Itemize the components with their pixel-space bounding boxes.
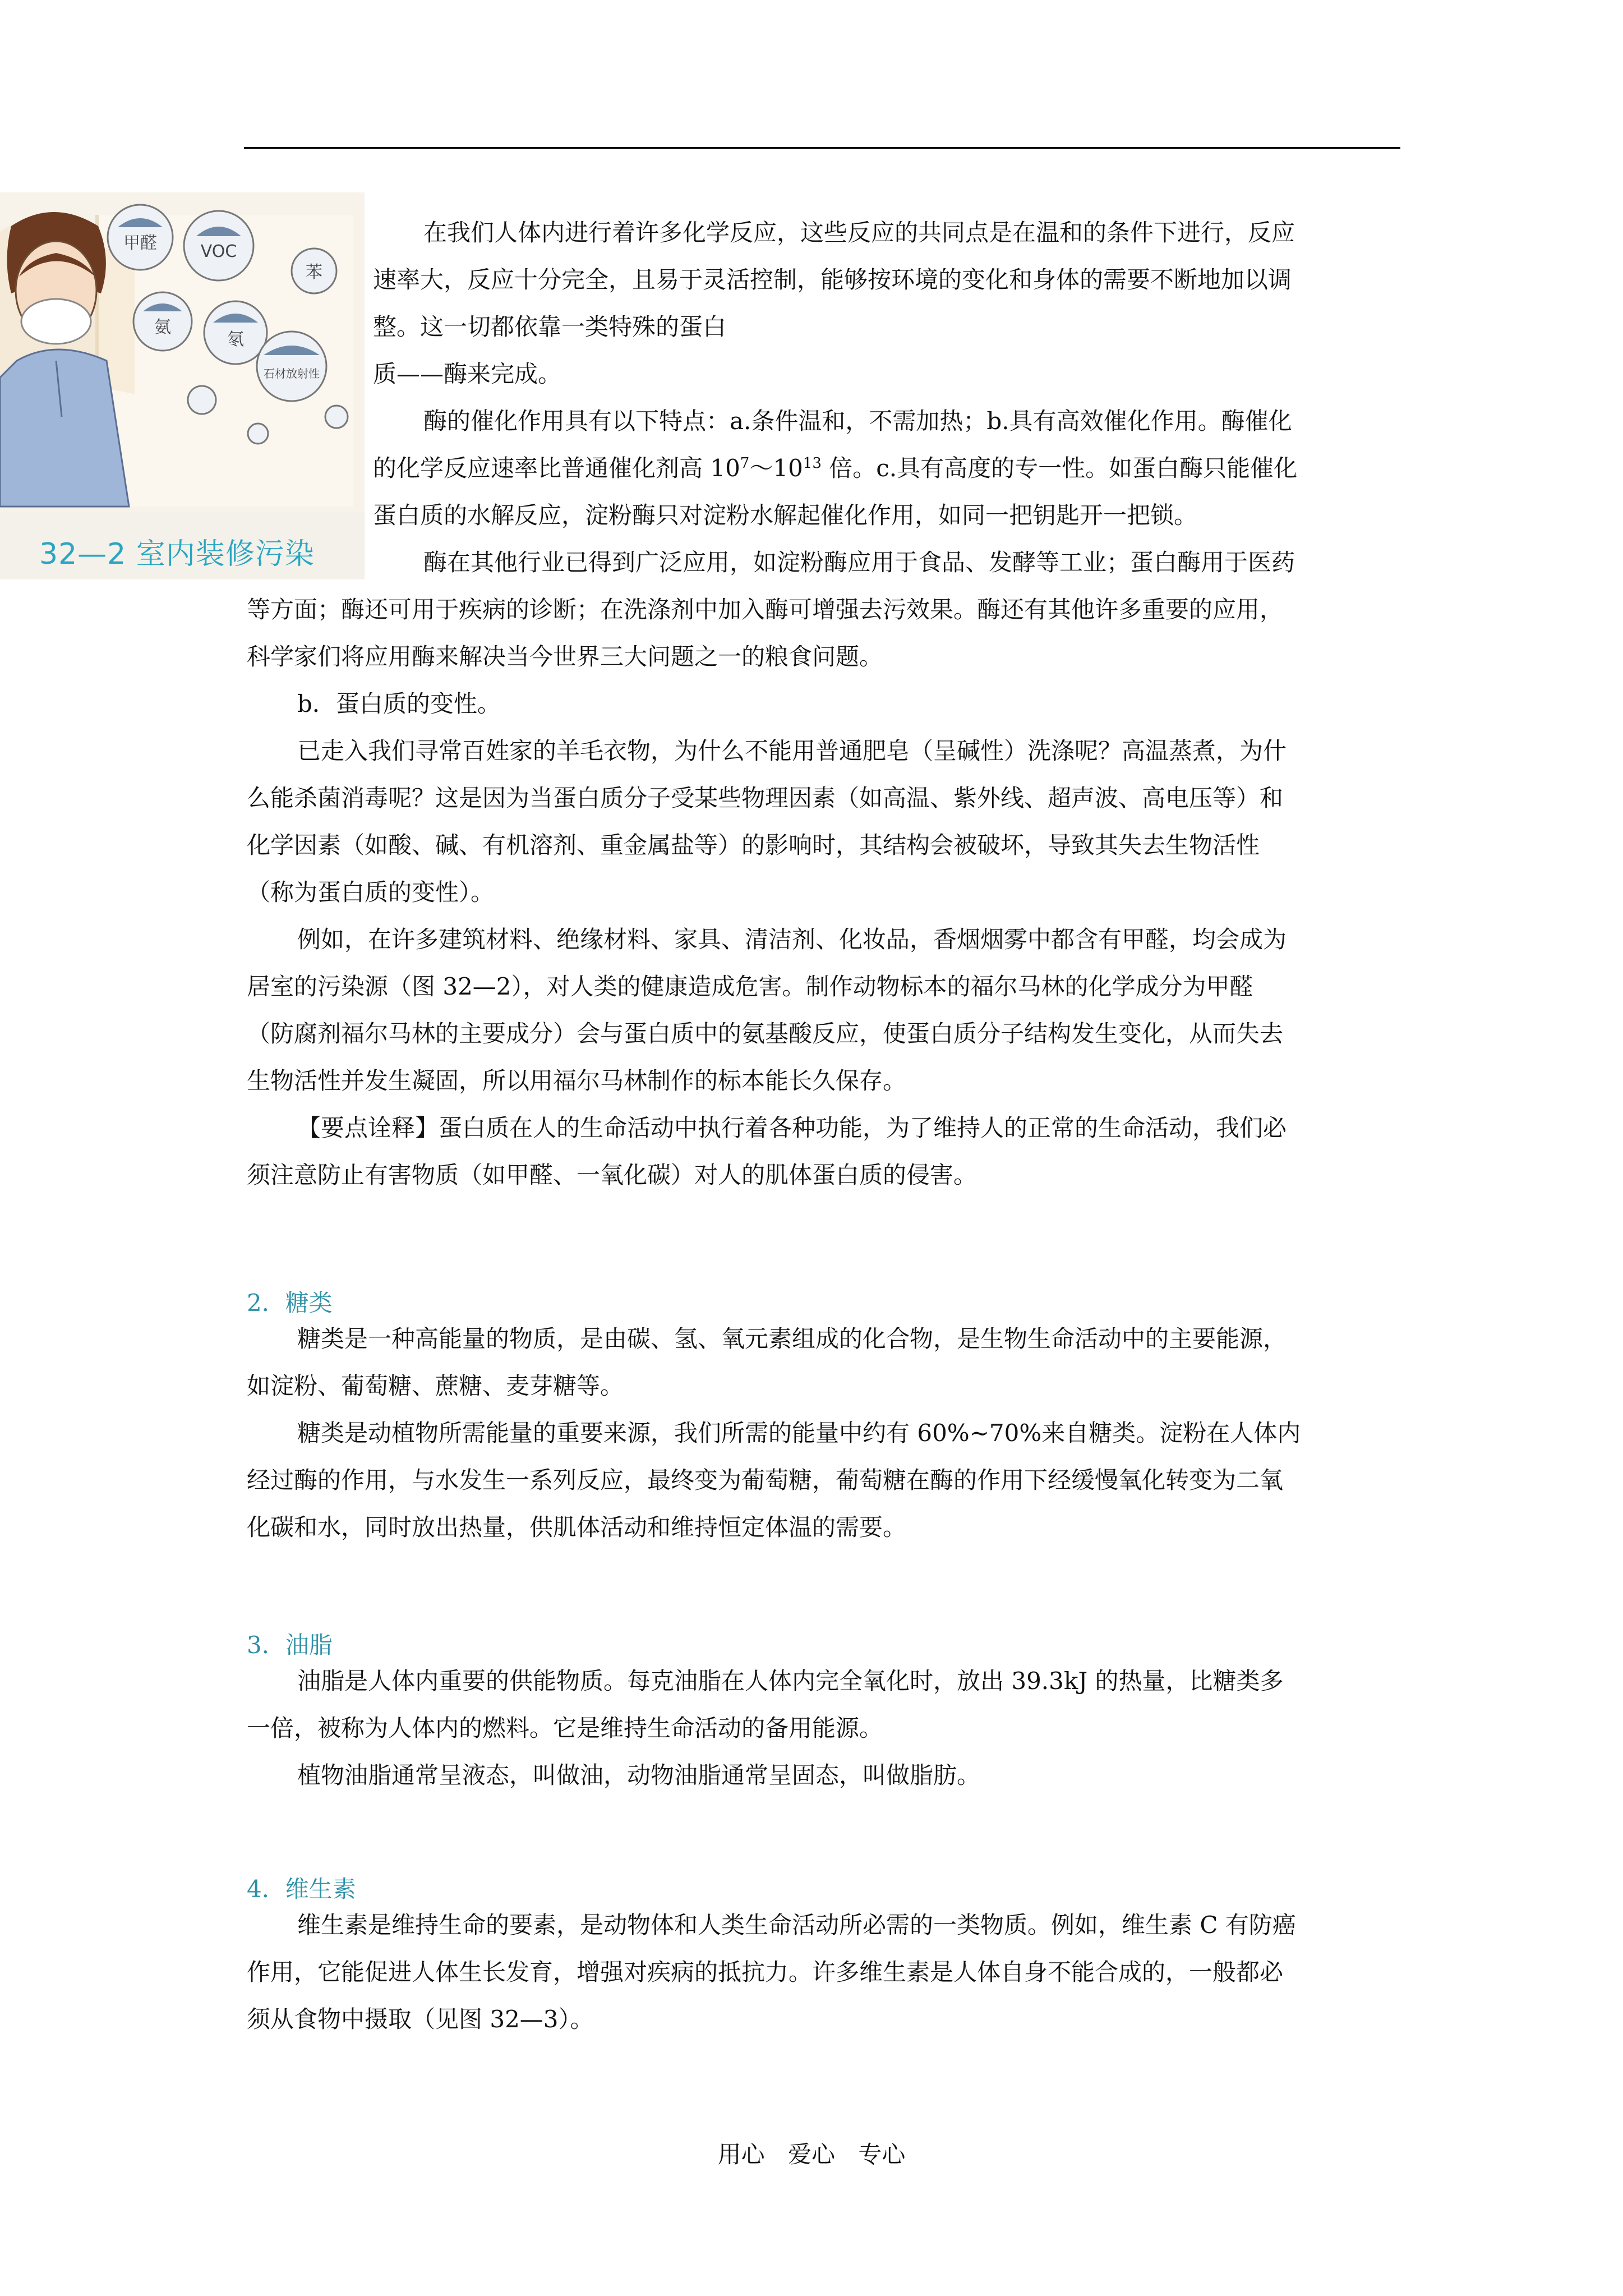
para-1-line-1: 在我们人体内进行着许多化学反应，这些反应的共同点是在温和的条件下进行，反应 [423,219,1295,246]
bubble-label-voc: VOC [200,242,237,261]
para-10-line-1: 油脂是人体内重要的供能物质。每克油脂在人体内完全氧化时，放出 39.3kJ 的热量，比糖类多 [297,1667,1284,1695]
para-1-line-2: 速率大，反应十分完全，且易于灵活控制，能够按环境的变化和身体的需要不断地加以调 [373,266,1292,293]
figure-caption: 32—2 室内装修污染 [39,537,315,571]
para-3-line-3: 科学家们将应用酶来解决当今世界三大问题之一的粮食问题。 [247,643,883,670]
page-footer: 用心 爱心 专心 [717,2141,906,2168]
para-6-line-2: 居室的污染源（图 32—2），对人类的健康造成危害。制作动物标本的福尔马林的化学成分为甲醛 [247,973,1253,1000]
para-5-line-1: 已走入我们寻常百姓家的羊毛衣物，为什么不能用普通肥皂（呈碱性）洗涤呢？高温蒸煮，为什 [297,737,1287,765]
para-2-line-2: 的化学反应速率比普通催化剂高 $10^7\sim 10^{13}$ 倍。c.具有高度的专一性。如蛋白酶只能催化 [373,454,1298,482]
para-6-line-1: 例如，在许多建筑材料、绝缘材料、家具、清洁剂、化妆品，香烟烟雾中都含有甲醛，均会成为 [297,926,1287,953]
para-8-line-1: 糖类是一种高能量的物质，是由碳、氢、氧元素组成的化合物，是生物生命活动中的主要能源， [297,1325,1287,1352]
para-1-line-3: 整。这一切都依靠一类特殊的蛋白 [373,313,727,341]
para-2-line-3: 蛋白质的水解反应，淀粉酶只对淀粉水解起催化作用，如同一把钥匙开一把锁。 [373,501,1198,529]
para-6-line-4: 生物活性并发生凝固，所以用福尔马林制作的标本能长久保存。 [247,1067,907,1094]
para-12-line-2: 作用，它能促进人体生长发育，增强对疾病的抵抗力。许多维生素是人体自身不能合成的，一般都必 [247,1958,1284,1986]
para-4-line-1: b．蛋白质的变性。 [297,690,501,717]
indoor-pollution-illustration [0,192,365,579]
para-9-line-2: 经过酶的作用，与水发生一系列反应，最终变为葡萄糖，葡萄糖在酶的作用下经缓慢氧化转变为二氧 [247,1466,1284,1494]
para-5-line-2: 么能杀菌消毒呢？这是因为当蛋白质分子受某些物理因素（如高温、紫外线、超声波、高电压等）和 [247,784,1284,812]
para-1-line-4: 质——酶来完成。 [373,360,562,388]
para-5-line-3: 化学因素（如酸、碱、有机溶剂、重金属盐等）的影响时，其结构会被破坏，导致其失去生物活性 [247,831,1260,859]
heading-vitamins: 4．维生素 [247,1875,356,1903]
bubble-label-stone-radiation: 石材放射性 [264,367,320,380]
para-3-line-2: 等方面；酶还可用于疾病的诊断；在洗涤剂中加入酶可增强去污效果。酶还有其他许多重要的应用， [247,596,1284,623]
para-6-line-3: （防腐剂福尔马林的主要成分）会与蛋白质中的氨基酸反应，使蛋白质分子结构发生变化，从而失去 [247,1020,1284,1047]
heading-fats: 3．油脂 [247,1631,333,1659]
bubble-label-radon: 氡 [227,330,244,349]
para-5-line-4: （称为蛋白质的变性）。 [247,878,495,906]
para-12-line-3: 须从食物中摄取（见图 32—3）。 [247,2005,594,2033]
header-rule [244,147,1400,149]
para-7-line-1: 【要点诠释】蛋白质在人的生命活动中执行着各种功能，为了维持人的正常的生命活动，我们必 [297,1114,1287,1142]
bubble-label-formaldehyde: 甲醛 [123,233,157,253]
figure-indoor-pollution [0,192,365,579]
bubble-label-ammonia: 氨 [154,318,171,337]
heading-sugars: 2．糖类 [247,1289,333,1317]
para-7-line-2: 须注意防止有害物质（如甲醛、一氧化碳）对人的肌体蛋白质的侵害。 [247,1161,978,1189]
para-9-line-3: 化碳和水，同时放出热量，供肌体活动和维持恒定体温的需要。 [247,1513,907,1541]
para-8-line-2: 如淀粉、葡萄糖、蔗糖、麦芽糖等。 [247,1372,624,1400]
para-2-line-1: 酶的催化作用具有以下特点：a.条件温和，不需加热；b.具有高效催化作用。酶催化 [423,407,1292,435]
para-11-line-1: 植物油脂通常呈液态，叫做油，动物油脂通常呈固态，叫做脂肪。 [297,1761,981,1789]
para-9-line-1: 糖类是动植物所需能量的重要来源，我们所需的能量中约有 60%~70%来自糖类。淀粉在人体内 [297,1419,1301,1447]
para-12-line-1: 维生素是维持生命的要素，是动物体和人类生命活动所必需的一类物质。例如，维生素 C 有防癌 [297,1911,1296,1939]
bubble-label-benzene: 苯 [306,263,322,282]
para-10-line-2: 一倍，被称为人体内的燃料。它是维持生命活动的备用能源。 [247,1714,883,1742]
para-3-line-1: 酶在其他行业已得到广泛应用，如淀粉酶应用于食品、发酵等工业；蛋白酶用于医药 [423,549,1295,576]
